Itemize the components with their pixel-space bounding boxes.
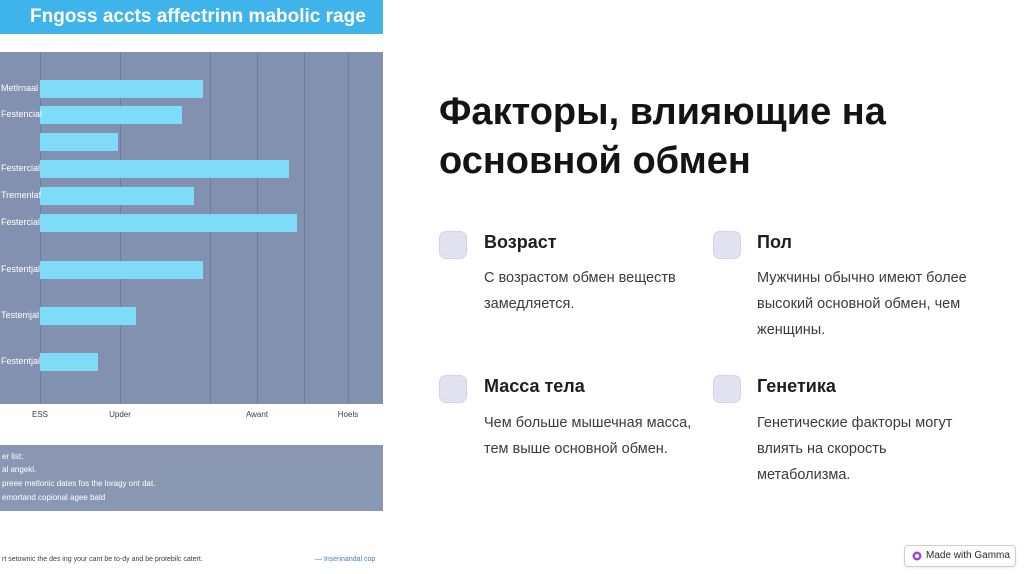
chart-bar [40,214,297,232]
note-line: er list; [2,452,24,461]
chart-bar-label: Festercial [1,217,41,227]
x-tick-label: ESS [31,410,49,419]
chart-bar [40,307,136,325]
card-heading-sex: Пол [757,232,792,252]
gamma-logo-icon [912,551,922,561]
chart-bar-label: Festercial [1,163,41,173]
chart-title: Fngoss accts affectrinn mabolic rage [0,0,383,34]
badge-label: Made with Gamma [926,550,1010,561]
made-with-gamma-button[interactable] [904,545,1016,567]
card-text-age: С возрастом обмен веществ замедляется. [484,270,676,312]
card-text-genetics: Генетические факторы могут влиять на скорость метаболизма. [757,415,953,483]
chart-bar [40,160,289,178]
x-tick-label: Upder [109,410,131,419]
chart-footnote: rt setownic the des ing your cant be to-dy and be protebilc catert. [2,556,203,563]
chart-plot-area [0,52,383,404]
chart-notes [0,445,383,511]
card-heading-body-mass: Масса тела [484,376,585,396]
chart-bar-label: Testemjal [1,310,40,320]
card-square-icon [713,231,741,259]
chart-image [0,0,386,574]
card-square-icon [439,231,467,259]
chart-bar [40,80,203,98]
chart-bar-label: Tremenlaf [1,190,42,200]
note-line: preee metlonic dates fos the loragy ont dat. [2,479,156,488]
slide-title: Факторы, влияющие на основной обмен [439,91,886,182]
gridline [348,52,349,404]
chart-bar [40,261,203,279]
chart-bar [40,187,194,205]
chart-bar-label: Metlrnaal [1,83,39,93]
chart-bar-label: Festencial [1,109,43,119]
card-text-body-mass: Чем больше мышечная масса, тем выше основной обмен. [484,415,692,457]
chart-bar [40,353,98,371]
chart-footnote-source: — Inserinandal cop [315,556,376,563]
chart-bar-label: Festentjal [1,356,41,366]
chart-bar [40,106,182,124]
note-line: al angekl. [2,465,37,474]
chart-x-axis [0,404,383,428]
chart-bar-label: Festentjal [1,264,41,274]
gridline [304,52,305,404]
card-heading-age: Возраст [484,232,557,252]
card-heading-genetics: Генетика [757,376,836,396]
card-square-icon [713,375,741,403]
x-tick-label: Hoels [337,410,359,419]
card-text-sex: Мужчины обычно имеют более высокий основной обмен, чем женщины. [757,270,967,338]
note-line: emortand copional agee bald [2,493,106,502]
chart-bar [40,133,118,151]
card-square-icon [439,375,467,403]
x-tick-label: Awant [245,410,269,419]
